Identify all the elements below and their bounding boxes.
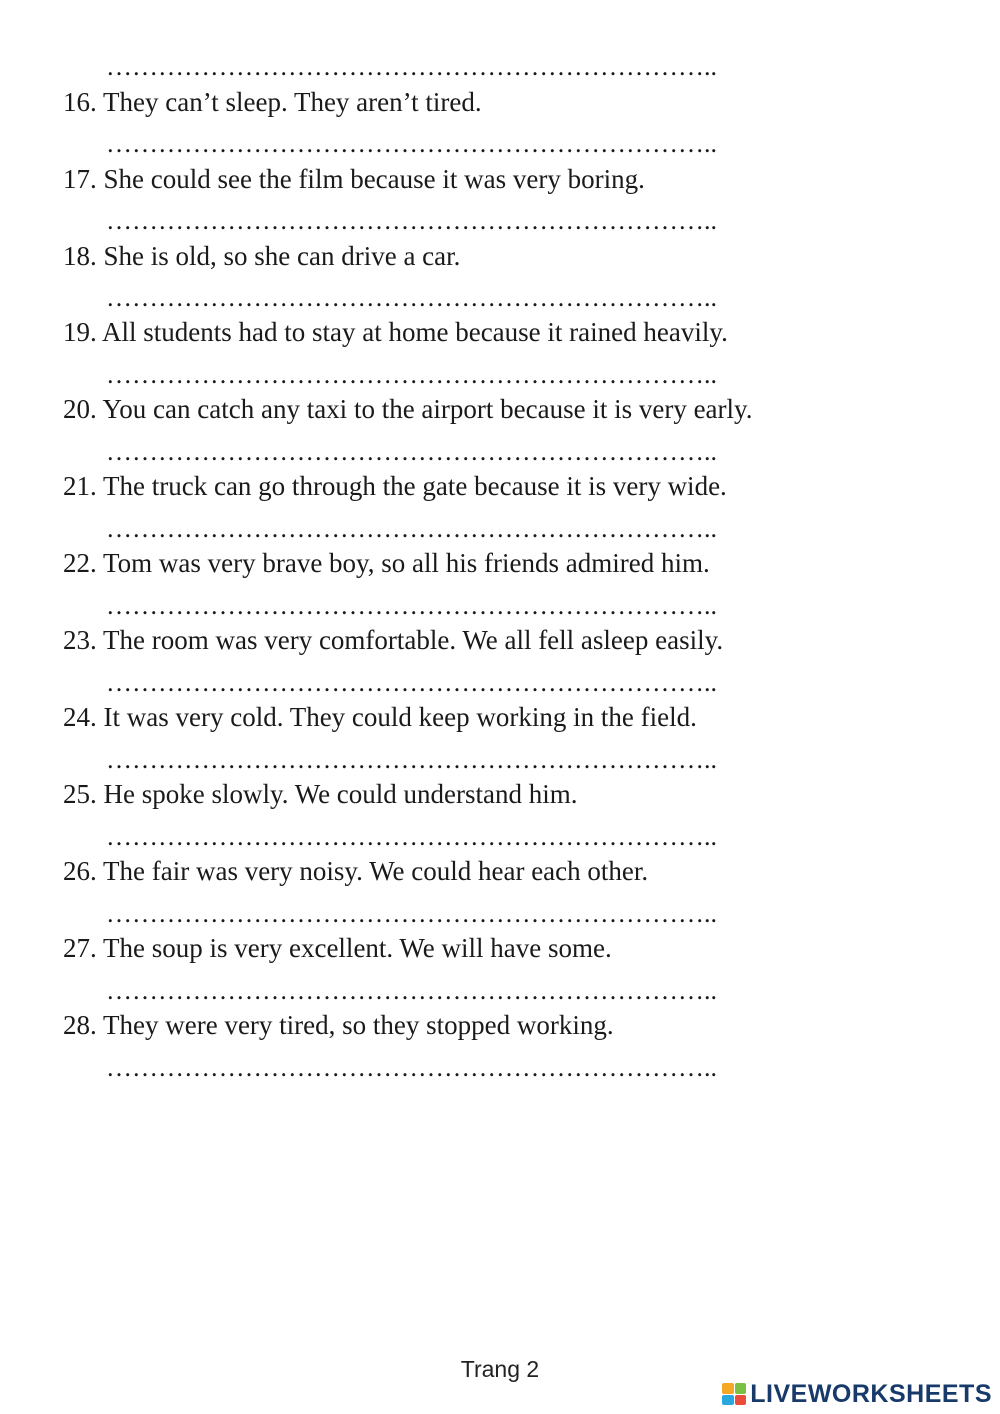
question-text: She is old, so she can drive a car. (103, 241, 461, 271)
question-text: The room was very comfortable. We all fell asleep easily. (103, 625, 724, 655)
question-number: 24. (63, 702, 97, 732)
question-18 (63, 240, 460, 272)
question-26 (63, 855, 648, 887)
liveworksheets-logo-icon (722, 1383, 746, 1405)
question-17 (63, 163, 645, 195)
question-28 (63, 1009, 614, 1041)
question-number: 28. (63, 1010, 97, 1040)
question-27 (63, 932, 612, 964)
question-20 (63, 393, 753, 425)
question-number: 17. (63, 164, 97, 194)
answer-line-17[interactable]: …………………………………………………………….. (106, 206, 717, 235)
brand-name: LIVEWORKSHEETS (750, 1379, 992, 1408)
answer-line-25[interactable]: …………………………………………………………….. (106, 822, 717, 851)
question-24 (63, 701, 697, 733)
question-16 (63, 86, 482, 118)
question-19 (63, 316, 728, 348)
question-text: You can catch any taxi to the airport because it is very early. (102, 394, 753, 424)
question-number: 20. (63, 394, 97, 424)
question-text: All students had to stay at home because it rained heavily. (102, 317, 728, 347)
question-text: Tom was very brave boy, so all his friends admired him. (103, 548, 710, 578)
question-number: 25. (63, 779, 97, 809)
question-text: She could see the film because it was very boring. (103, 164, 645, 194)
answer-line-24[interactable]: …………………………………………………………….. (106, 745, 717, 774)
question-number: 21. (63, 471, 97, 501)
liveworksheets-brand[interactable] (722, 1381, 992, 1407)
question-number: 16. (63, 87, 97, 117)
answer-line-16[interactable]: …………………………………………………………….. (106, 129, 717, 158)
question-text: The soup is very excellent. We will have some. (103, 933, 612, 963)
question-number: 18. (63, 241, 97, 271)
question-23 (63, 624, 723, 656)
question-text: They can’t sleep. They aren’t tired. (103, 87, 482, 117)
question-text: They were very tired, so they stopped working. (103, 1010, 614, 1040)
question-number: 22. (63, 548, 97, 578)
question-25 (63, 778, 578, 810)
question-number: 19. (63, 317, 97, 347)
answer-line-20[interactable]: …………………………………………………………….. (106, 437, 717, 466)
answer-line-26[interactable]: …………………………………………………………….. (106, 899, 717, 928)
answer-line-19[interactable]: …………………………………………………………….. (106, 360, 717, 389)
question-text: The truck can go through the gate because it is very wide. (103, 471, 727, 501)
answer-line-28[interactable]: …………………………………………………………….. (106, 1053, 717, 1082)
question-22 (63, 547, 710, 579)
answer-line-23[interactable]: …………………………………………………………….. (106, 668, 717, 697)
page-number: Trang 2 (460, 1356, 540, 1382)
answer-line-22[interactable]: …………………………………………………………….. (106, 591, 717, 620)
answer-line-18[interactable]: …………………………………………………………….. (106, 283, 717, 312)
question-number: 23. (63, 625, 97, 655)
question-number: 26. (63, 856, 97, 886)
answer-line-27[interactable]: …………………………………………………………….. (106, 976, 717, 1005)
question-number: 27. (63, 933, 97, 963)
answer-line-21[interactable]: …………………………………………………………….. (106, 514, 717, 543)
logo-square-3 (722, 1395, 734, 1406)
logo-square-1 (722, 1383, 734, 1394)
logo-square-2 (735, 1383, 747, 1394)
answer-line-15[interactable]: …………………………………………………………….. (106, 52, 717, 81)
question-text: It was very cold. They could keep working in the field. (103, 702, 697, 732)
question-text: He spoke slowly. We could understand him. (103, 779, 578, 809)
question-text: The fair was very noisy. We could hear each other. (103, 856, 649, 886)
logo-square-4 (735, 1395, 747, 1406)
question-21 (63, 470, 727, 502)
